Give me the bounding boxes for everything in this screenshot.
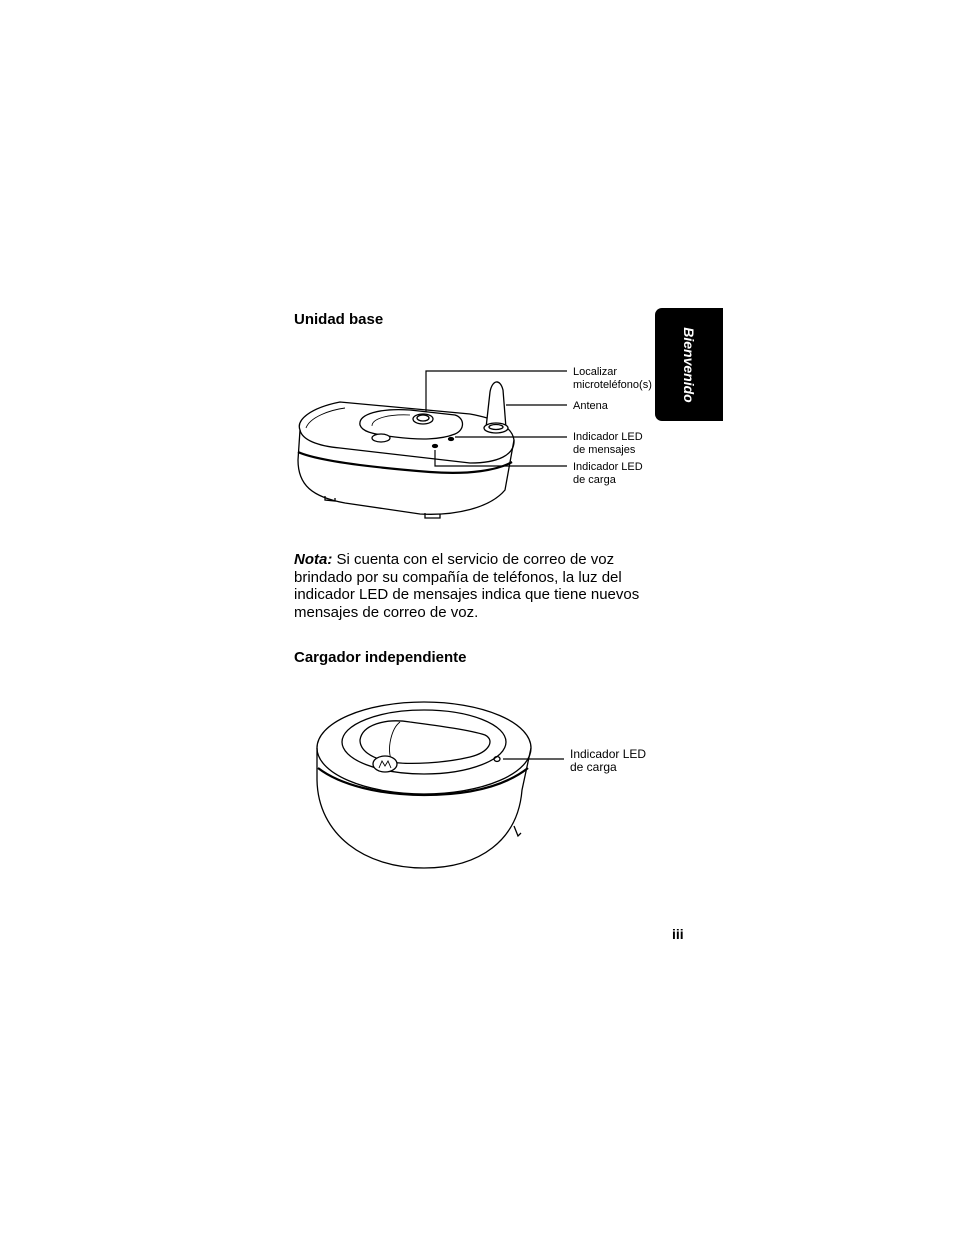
note-label: Nota: (294, 551, 333, 568)
callout-charge-led-line1: Indicador LED (573, 461, 643, 473)
section-tab-label: Bienvenido (681, 326, 697, 403)
callout-page-handset-line2: microteléfono(s) (573, 379, 652, 391)
callout-charger-charge-led (570, 748, 646, 774)
callout-charge-led-line2: de carga (573, 474, 616, 486)
page-number: iii (672, 926, 684, 942)
callout-antenna: Antena (573, 400, 608, 412)
callout-charger-charge-led-line1: Indicador LED (570, 747, 647, 761)
base-unit-heading: Unidad base (294, 311, 384, 328)
callout-page-handset-line1: Localizar (573, 366, 618, 378)
callout-message-led-line1: Indicador LED (573, 431, 643, 443)
note-text: Si cuenta con el servicio de correo de voz brindado por su compañía de teléfonos, la luz del indicador LED de mensajes indica que tiene nuevos mensajes de correo de voz. (294, 551, 640, 621)
callout-charger-charge-led-line2: de carga (570, 760, 617, 774)
charger-heading: Cargador independiente (294, 649, 467, 666)
callout-message-led-line2: de mensajes (573, 444, 636, 456)
